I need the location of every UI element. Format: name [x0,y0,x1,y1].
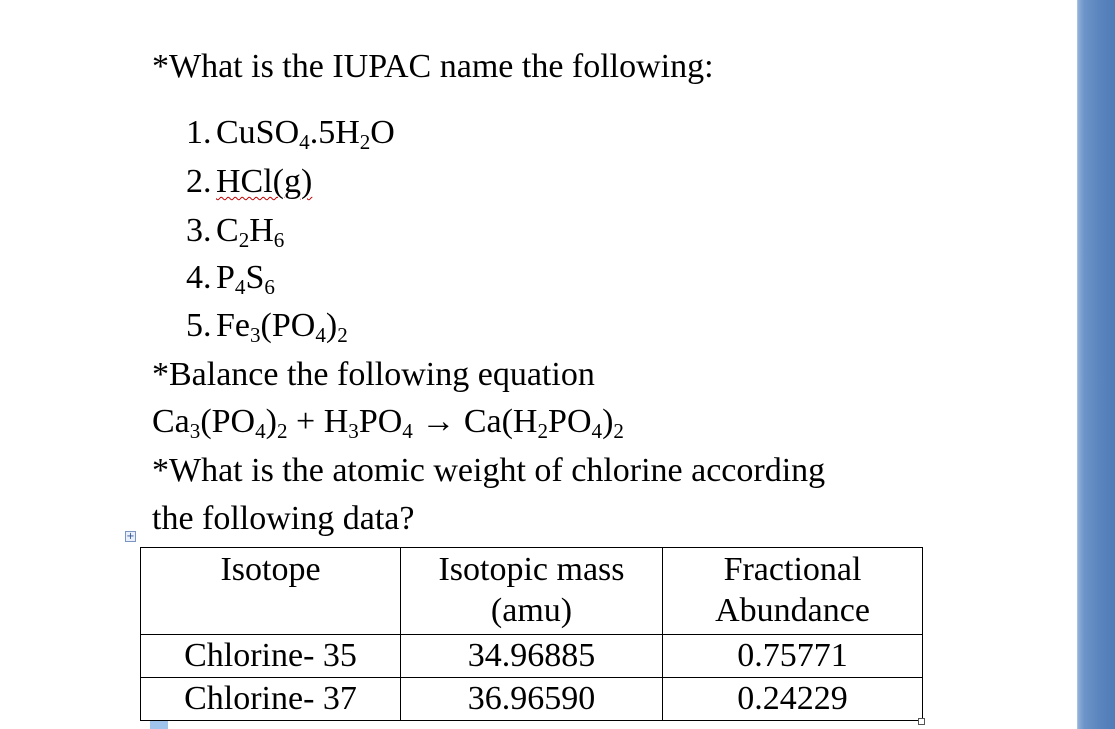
question-3-line-1: *What is the atomic weight of chlorine according [152,452,826,489]
list-number: 2. [186,163,212,200]
table-cell: 0.75771 [663,635,923,678]
question-2-heading: *Balance the following equation [152,356,595,393]
page-edge-marker [150,721,168,729]
header-isotopic-mass: Isotopic mass (amu) [401,548,663,635]
isotope-table [140,547,923,721]
table-row [141,678,923,721]
table-header-row [141,548,923,635]
list-number: 1. [186,114,212,151]
list-number: 3. [186,212,212,249]
list-item-2 [186,165,312,199]
list-item-4: 4. $P_4S_6$ [186,259,275,299]
table-resize-handle[interactable] [918,718,925,725]
list-number: 5. [186,307,212,344]
table-cell: 0.24229 [663,678,923,721]
header-fractional-abundance: Fractional Abundance [663,548,923,635]
list-item-5: 5. $Fe_3(PO_4)_2$ [186,307,348,347]
table-row [141,635,923,678]
table-cell: 34.96885 [401,635,663,678]
list-number: 4. [186,259,212,296]
table-cell: 36.96590 [401,678,663,721]
question-1-heading: *What is the IUPAC name the following: [152,48,714,85]
window-scrollbar[interactable] [1077,0,1115,729]
table-cell: Chlorine- 37 [141,678,401,721]
chemical-equation: $Ca_3(PO_4)_2 + H_3PO_4 \to Ca(H_2PO_4)_2$ [152,403,624,443]
list-item-1: 1. $CuSO_4.5H_2O$ [186,114,395,154]
table-cell: Chlorine- 35 [141,635,401,678]
question-3-line-2: the following data? [152,500,415,537]
list-item-3: 3. $C_2H_6$ [186,212,285,252]
spell-check-underline-text[interactable]: HCl(g) [216,163,313,200]
table-move-handle-icon[interactable]: + [126,531,135,542]
header-isotope: Isotope [141,548,401,635]
